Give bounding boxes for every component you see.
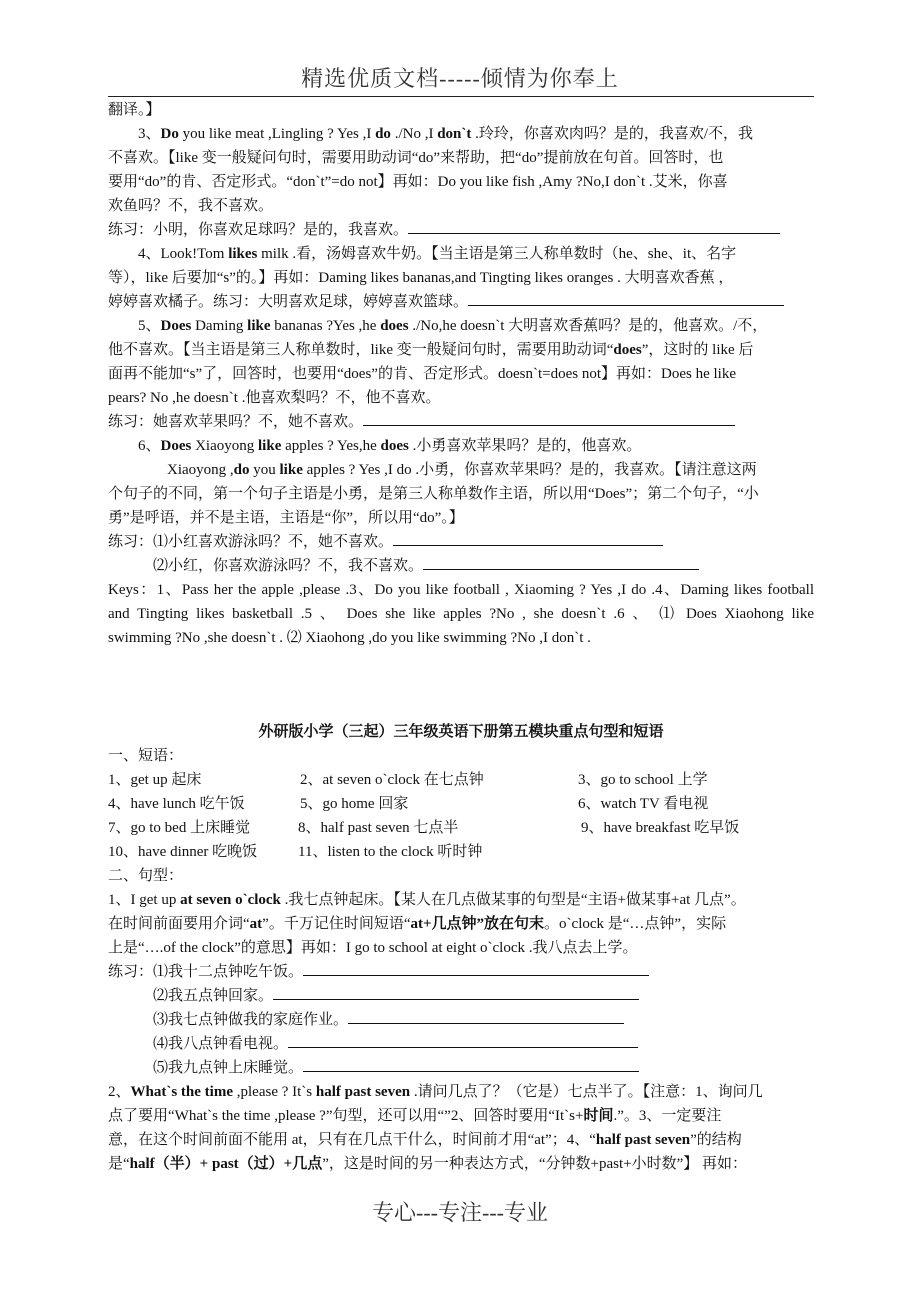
phrase: 5、go home 回家: [300, 796, 409, 812]
answer-blank[interactable]: [408, 218, 780, 234]
sentences-heading: 二、句型：: [108, 868, 184, 884]
answer-blank[interactable]: [363, 410, 735, 426]
header-rule: [108, 96, 814, 97]
phrase-row: [108, 792, 814, 816]
pattern-line: 点了要用“What`s the time ,please ?”句型，还可以用“”2、回答时要用“It`s+时间.”。3、一定要注: [108, 1108, 722, 1124]
item-4-line: 4、Look!Tom likes milk .看，汤姆喜欢牛奶。【当主语是第三人称单数时（he、she、it、名字: [138, 246, 737, 262]
keys-line: swimming ?No ,she doesn`t . ⑵ Xiaohong ,do you like swimming ?No ,I don`t .: [108, 630, 591, 646]
phrase-row: [108, 768, 814, 792]
section-title: 外研版小学（三起）三年级英语下册第五模块重点句型和短语: [258, 724, 664, 740]
exercise-line: ⑵小红，你喜欢游泳吗？不，我不喜欢。: [108, 554, 814, 578]
phrase: 1、get up 起床: [108, 772, 202, 788]
phrase: 3、go to school 上学: [578, 772, 708, 788]
pattern-line: 1、I get up at seven o`clock .我七点钟起床。【某人在几点做某事的句型是“主语+做某事+at 几点”。: [108, 892, 746, 908]
section-gap: [108, 650, 814, 720]
phrases-heading: 一、短语：: [108, 748, 184, 764]
answer-blank[interactable]: [348, 1008, 624, 1024]
exercise-line: 练习：⑴我十二点钟吃午饭。: [108, 960, 814, 984]
text-line: 欢鱼吗？不，我不喜欢。: [108, 198, 274, 214]
keys-line: Keys：1、Pass her the apple ,please .3、Do you like football , Xiaoming ? Yes ,I do .4、Daming likes football: [108, 582, 814, 598]
text-line: 勇”是呼语，并不是主语，主语是“你”，所以用“do”。】: [108, 510, 464, 526]
exercise-line: 练习：她喜欢苹果吗？不，她不喜欢。: [108, 410, 814, 434]
text-line: pears? No ,he doesn`t .他喜欢梨吗？不，他不喜欢。: [108, 390, 441, 406]
exercise-line: 婷婷喜欢橘子。练习：大明喜欢足球，婷婷喜欢篮球。: [108, 290, 814, 314]
exercise-line: ⑷我八点钟看电视。: [108, 1032, 814, 1056]
item-3-line: 3、Do you like meat ,Lingling ? Yes ,I do ./No ,I don`t .玲玲，你喜欢肉吗？是的，我喜欢/不，我: [138, 126, 754, 142]
exercise-line: ⑵我五点钟回家。: [108, 984, 814, 1008]
phrase: 10、have dinner 吃晚饭: [108, 844, 258, 860]
phrase: 7、go to bed 上床睡觉: [108, 820, 251, 836]
phrase: 9、have breakfast 吃早饭: [581, 820, 740, 836]
item-6-line: 6、Does Xiaoyong like apples ? Yes,he does .小勇喜欢苹果吗？是的，他喜欢。: [138, 438, 642, 454]
exercise-line: 练习：小明，你喜欢足球吗？是的，我喜欢。: [108, 218, 814, 242]
phrase: 6、watch TV 看电视: [578, 796, 709, 812]
document-body: [108, 98, 814, 1176]
page-footer: 专心---专注---专业: [372, 1200, 548, 1225]
exercise-line: 练习：⑴小红喜欢游泳吗？不，她不喜欢。: [108, 530, 814, 554]
answer-blank[interactable]: [303, 1056, 639, 1072]
text-line: 翻译。】: [108, 102, 161, 118]
item-5-line: 5、Does Daming like bananas ?Yes ,he does ./No,he doesn`t 大明喜欢香蕉吗？是的，他喜欢。/不，: [138, 318, 768, 334]
text-line: 面再不能加“s”了，回答时，也要用“does”的肯、否定形式。doesn`t=does not】再如：Does he like: [108, 366, 736, 382]
answer-blank[interactable]: [423, 554, 699, 570]
pattern-line: 在时间前面要用介词“at”。千万记住时间短语“at+几点钟”放在句末。o`clock 是“…点钟”，实际: [108, 916, 727, 932]
text-line: Xiaoyong ,do you like apples ? Yes ,I do .小勇，你喜欢苹果吗？是的，我喜欢。【请注意这两: [167, 462, 757, 478]
phrase-row: [108, 840, 814, 864]
answer-blank[interactable]: [273, 984, 639, 1000]
text-line: 他不喜欢。【当主语是第三人称单数时，like 变一般疑问句时，需要用助动词“does”，这时的 like 后: [108, 342, 754, 358]
phrase: 2、at seven o`clock 在七点钟: [300, 772, 484, 788]
pattern-line: 是“half（半）+ past（过）+几点”，这是时间的另一种表达方式，“分钟数+past+小时数”】 再如：: [108, 1156, 748, 1172]
text-line: 个句子的不同，第一个句子主语是小勇，是第三人称单数作主语，所以用“Does”；第二个句子，“小: [108, 486, 759, 502]
exercise-line: ⑸我九点钟上床睡觉。: [108, 1056, 814, 1080]
phrase: 8、half past seven 七点半: [298, 820, 459, 836]
answer-blank[interactable]: [303, 960, 649, 976]
phrase: 11、listen to the clock 听时钟: [298, 844, 483, 860]
pattern-line: 2、What`s the time ,please ? It`s half past seven .请问几点了？（它是）七点半了。【注意：1、询问几: [108, 1084, 763, 1100]
exercise-line: ⑶我七点钟做我的家庭作业。: [108, 1008, 814, 1032]
pattern-line: 上是“….of the clock”的意思】再如：I go to school at eight o`clock .我八点去上学。: [108, 940, 638, 956]
keys-line: and Tingting likes basketball .5 、 Does she like apples ?No , she doesn`t .6 、 ⑴ Does Xiaohong like: [108, 606, 814, 622]
phrase-row: [108, 816, 814, 840]
text-line: 要用“do”的肯、否定形式。“don`t”=do not】再如：Do you like fish ,Amy ?No,I don`t .艾米，你喜: [108, 174, 728, 190]
text-line: 等），like 后要加“s”的。】再如：Daming likes bananas,and Tingting likes oranges . 大明喜欢香蕉 ，: [108, 270, 734, 286]
pattern-line: 意，在这个时间前面不能用 at，只有在几点干什么，时间前才用“at”；4、“half past seven”的结构: [108, 1132, 742, 1148]
page-header: 精选优质文档-----倾情为你奉上: [301, 66, 619, 91]
text-line: 不喜欢。【like 变一般疑问句时，需要用助动词“do”来帮助，把“do”提前放在句首。回答时，也: [108, 150, 724, 166]
answer-blank[interactable]: [393, 530, 663, 546]
answer-blank[interactable]: [468, 290, 784, 306]
answer-blank[interactable]: [288, 1032, 638, 1048]
phrase: 4、have lunch 吃午饭: [108, 796, 245, 812]
